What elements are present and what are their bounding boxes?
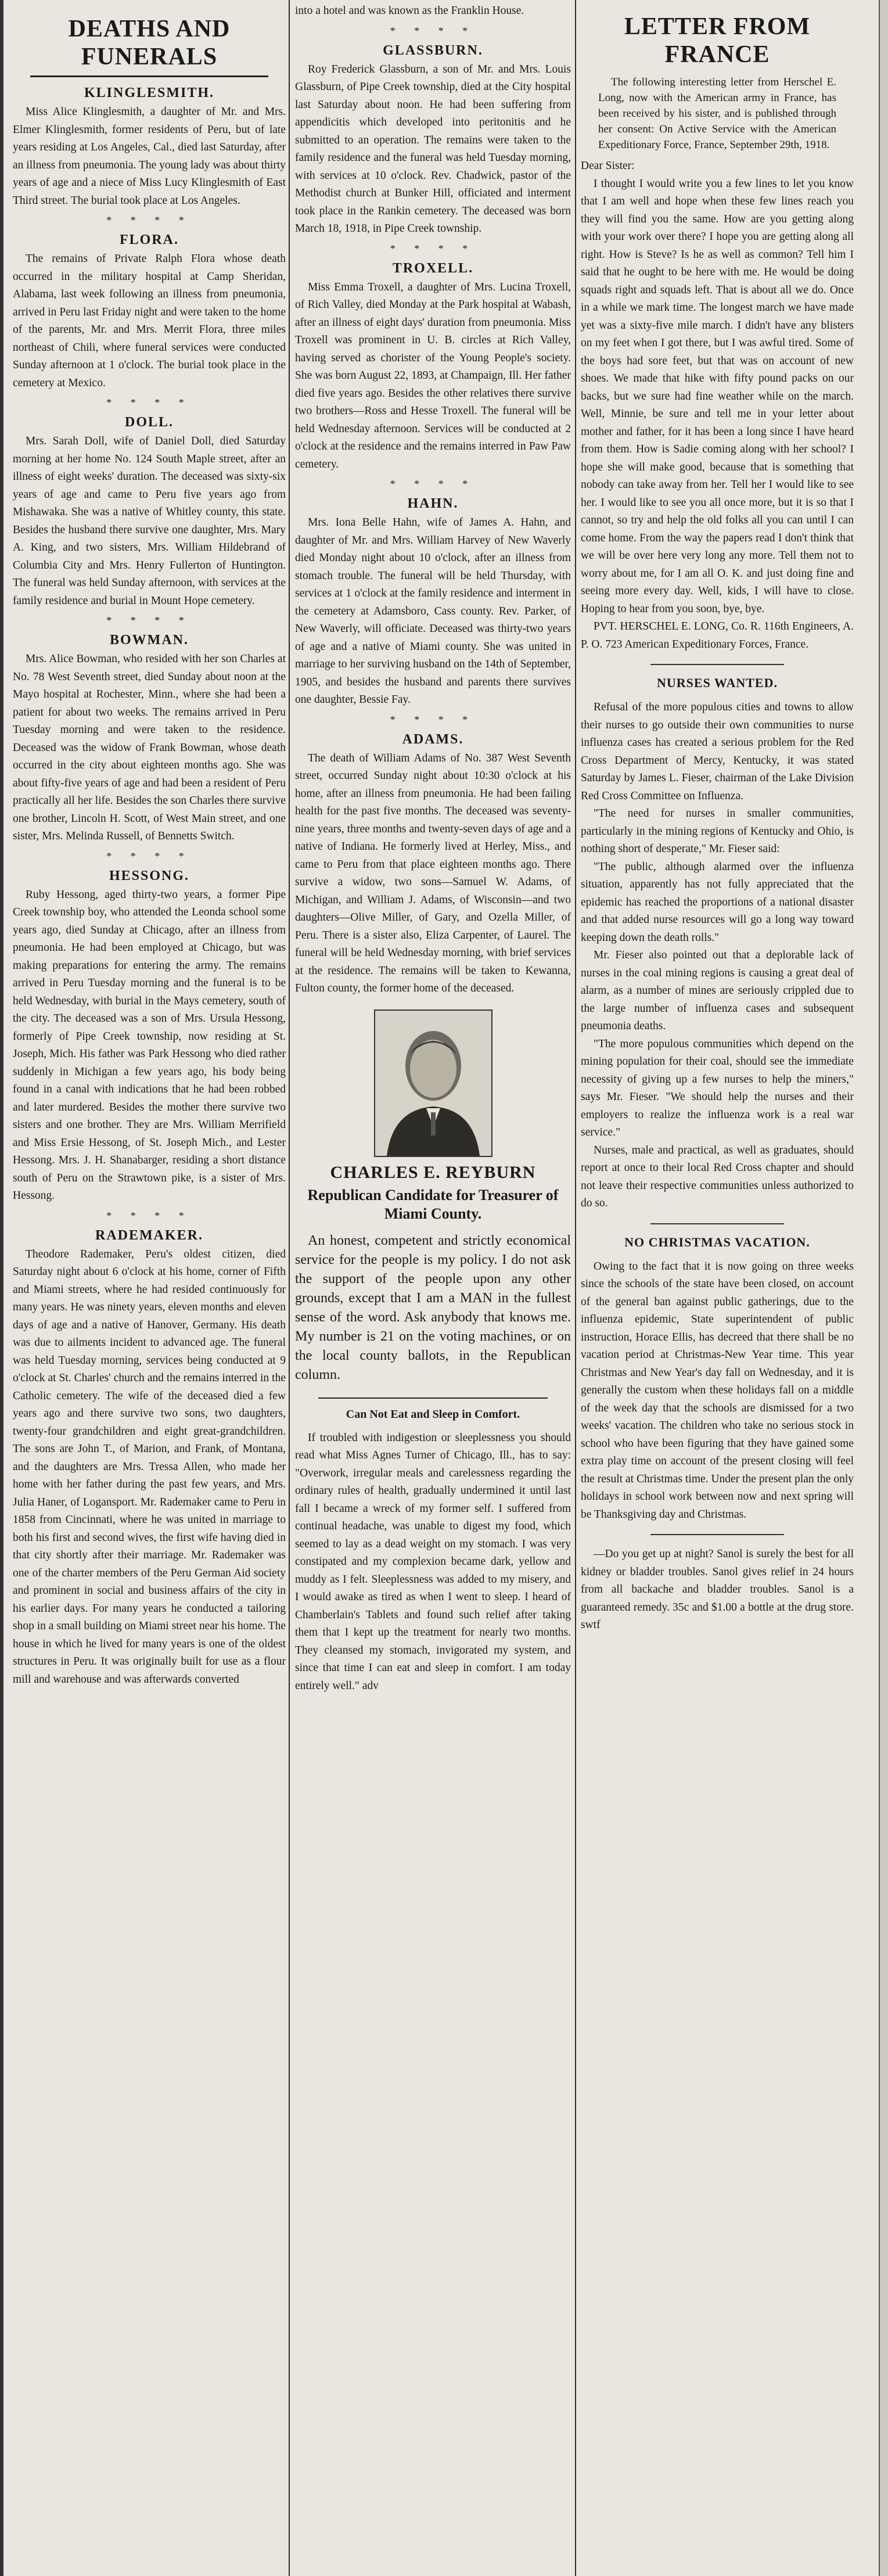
- section-heading-nurses: NURSES WANTED.: [657, 676, 778, 690]
- obituary-text: Miss Emma Troxell, a daughter of Mrs. Lucina Troxell, of Rich Valley, died Monday at the Park hospital at Wabash, after an illness of eight days' duration from pneumonia. Miss Troxell was prominent in U. B. circles at Rich Valley, having served as chorister of the Young People's society. She was born August 22, 1893, at Champaign, Ill. Her father died five years ago. Besides the other relatives there survive two brothers—Ross and Hesse Troxell. The funeral will be held Wednesday afternoon. Services will be conducted at 2 o'clock at the residence and the remains interred in Paw Paw cemetery.: [295, 281, 571, 470]
- nurses-paragraph: "The more populous communities which depend on the mining population for their coal, should see the immediate necessity of giving up a few nurses to help the miners," says Mr. Fieser. "We should help the nurses and their employers to realize the influenza work is a real war service.": [581, 1037, 854, 1138]
- separator-stars: * * * *: [390, 242, 476, 254]
- nurses-paragraph: Mr. Fieser also pointed out that a deplorable lack of nurses in the coal mining regions is causing a great deal of alarm, as a number of mines are seriously crippled due to the large number of influenza cases and subsequent pneumonia deaths.: [581, 949, 854, 1032]
- vacation-paragraph: Owing to the fact that it is now going on three weeks since the schools of the state have been closed, on account of the general ban against public gatherings, due to the influenza epidemic, State superintendent of public instruction, Horace Ellis, has decreed that there shall be no vacation period at Christmas-New Year time. This year Christmas and New Year's day fall on Wednesday, and it is generally the custom when these holidays fall on a middle of the week day that the schools are dismissed for a two weeks' vacation. The children who take no serious stock in school who have been figuring that they have gained some extra play time on account of the present closing will feel the result at Christmas time. Under the present plan the only holidays in school work between now and next spring will be Thanksgiving day and Christmas.: [581, 1260, 854, 1521]
- obituary-title: TROXELL.: [392, 260, 474, 276]
- separator-stars: * * * *: [106, 850, 192, 862]
- separator-stars: * * * *: [106, 397, 192, 408]
- column-obituaries-and-ads: [295, 0, 571, 2576]
- ad-rule: [318, 1397, 548, 1399]
- candidate-name: CHARLES E. REYBURN: [330, 1162, 536, 1182]
- obituary-text: Ruby Hessong, aged thirty-two years, a former Pipe Creek township boy, who attended the Leonda school some years ago, died Sunday at Chicago, after an illness from pneumonia. He had been employed at Chicago, but was making preparations for entering the army. The remains arrived in Peru Tuesday morning and the funeral is to be held Wednesday, with burial in the Mays cemetery, south of the city. The deceased was a son of Mrs. Ursula Hessong, formerly of Pipe Creek township, now residing at St. Joseph, Mich. His father was Park Hessong who died rather suddenly in Michigan a few years ago, his body being found in a canal with indications that he had been robbed and later murdered. Besides the mother there survive two sisters and one brother. They are Mrs. William Merrifield and Miss Ersie Hessong, of St. Joseph Mich., and Lester Hessong. Mrs. J. H. Shanabarger, residing a short distance south of Peru on the Strawtown pike, is a sister of Mrs. Hessong.: [13, 888, 286, 1202]
- page-edge-left: [0, 0, 3, 2576]
- obituary-text: Roy Frederick Glassburn, a son of Mr. and Mrs. Louis Glassburn, of Pipe Creek township, died at the City hospital last Saturday about noon. He had been suffering from appendicitis which developed into peritonitis and he submitted to an operation. The remains were taken to the family residence and the funeral was held Tuesday morning, with services at 10 o'clock. Rev. Chadwick, pastor of the Methodist church at Bunker Hill, officiated and interment took place in the Rankin cemetery. The deceased was born March 18, 1918, in Pipe Creek township.: [295, 63, 571, 235]
- nurses-paragraph: Nurses, male and practical, as well as graduates, should report at once to their local Red Cross chapter and should not leave their respective communities unless authorized to do so.: [581, 1144, 854, 1209]
- obituary-hahn: [295, 496, 571, 709]
- obituary-text: The death of William Adams of No. 387 West Seventh street, occurred Sunday night about 10:30 o'clock at his home, after an illness from pneumonia. He had been failing health for the past five months. The deceased was seventy-nine years, three months and twenty-seven days of age and a native of Indiana. He formerly lived at Herley, Miss., and came to Peru from that place eighteen months ago. There survive a widow, two sons—Samuel W. Adams, of Michigan, and William J. Adams, of Wisconsin—and two daughters—Olive Miller, of Gary, and Ozella Miller, of Peru. There is a sister also, Eliza Carpenter, of Laurel. The funeral will be held Wednesday morning, with brief services at the residence. The remains will be taken to Kewanna, Fulton county, the former home of the deceased.: [295, 752, 571, 994]
- obituary-title: HESSONG.: [109, 868, 190, 883]
- obituary-text: The remains of Private Ralph Flora whose death occurred in the military hospital at Camp Sheridan, Alabama, last week following an illness from pneumonia, arrived in Peru last Friday night and were taken to the home of the parents, Mr. and Mrs. Merrit Flora, three miles northeast of Chili, where funeral services were conducted Sunday afternoon at 1 o'clock. The burial took place in the cemetery at Mexico.: [13, 253, 286, 389]
- obituary-troxell: [295, 261, 571, 474]
- obituary-glassburn: [295, 43, 571, 238]
- column-rule-2: [575, 0, 576, 2576]
- obituary-flora: [13, 232, 286, 392]
- page-edge-right: [879, 0, 888, 2576]
- ad-title: Can Not Eat and Sleep in Comfort.: [346, 1407, 520, 1421]
- letter-intro: The following interesting letter from Herschel E. Long, now with the American army in France, has been received by his sister, and is published through her consent: On Active Service with the American Expeditionary Force, France, September 29th, 1918.: [598, 76, 836, 151]
- column-rule-1: [289, 0, 290, 2576]
- nurses-paragraph: Refusal of the more populous cities and towns to allow their nurses to go outside their own communities to nurse influenza cases has created a serious problem for the Red Cross Department of Mercy, Kentucky, it was stated Saturday by James L. Fieser, chairman of the Lake Division Red Cross Committee on Influenza.: [581, 701, 854, 802]
- divider: [650, 664, 784, 665]
- obituary-klinglesmith: [13, 85, 286, 210]
- candidate-subtitle: Republican Candidate for Treasurer of Miami County.: [307, 1186, 559, 1222]
- ad-text: If troubled with indigestion or sleeplessness you should read what Miss Agnes Turner of Chicago, Ill., has to say: "Overwork, irregular meals and carelessness regarding the ordinary rules of health, gradually undermined it until last fall I became a wreck of my former self. I suffered from continual headache, was unable to digest my food, which seemed to lay as a dead weight on my stomach. I was very constipated and my complexion became dark, yellow and muddy as I felt. Sleeplessness was added to my misery, and I would awake as tired as when I went to sleep. I heard of Chamberlain's Tablets and found such relief after taking them that I kept up the treatment for nearly two months. They cleansed my stomach, invigorated my system, and since that time I can eat and sleep in comfort. I am today entirely well." adv: [295, 1431, 571, 1692]
- letter-signature: PVT. HERSCHEL E. LONG, Co. R. 116th Engineers, A. P. O. 723 American Expeditionary Forces, France.: [581, 620, 854, 651]
- letter-body: I thought I would write you a few lines to let you know that I am well and hope when these few lines reach you they will find you the same. How are you getting along with your work over there? I hope you are getting along all right. How is Steve? Is he as well as common? Tell him I said that he ought to be here with me. He would be doing squads right and squads left. That is about all we do. Once in a while we mark time. The longest march we have made yet was a sixty-five mile march. I didn't have any blisters on my feet when I got there, but I was awful tired. Some of the boys had sore feet, but that was on account of new shoes. We made that hike with fifty pound packs on our backs, but we sure had fine weather while on the march. Well, Minnie, be sure and tell me in your letter about mother and father, for it has been a long since I have heard from them. How is Sadie coming along with her school? I hope she will make good, because that is something that nobody can take away from her. Tell her I would like to see her. I would like to see you all once more, but it is so that I cannot, so try and help the old folks all you can until I can come home. From the way the papers read I don't think that we will be over here very long any more. Tell them not to worry about me, for I am all O. K. and just doing fine and seeing more every day. Well, kids, I will have to close. Hoping to hear from you soon, bye, bye.: [581, 177, 854, 615]
- sanol-ad-text: —Do you get up at night? Sanol is surely the best for all kidney or bladder troubles. Sanol gives relief in 24 hours from all backache and bladder troubles. Sanol is a guaranteed remedy. 35c and $1.00 a bottle at the drug store. swtf: [581, 1548, 854, 1631]
- letter-salutation: Dear Sister:: [581, 160, 635, 172]
- nurses-paragraph: "The public, although alarmed over the influenza situation, apparently has not fully appreciated that the epidemic has reached the proportions of a national disaster and that added nurse resources will go a long way toward keeping down the death rolls.": [581, 860, 854, 944]
- obituary-title: FLORA.: [120, 232, 179, 247]
- separator-stars: * * * *: [106, 1209, 192, 1221]
- candidate-portrait: [374, 1009, 492, 1157]
- column-letter-from-france: [581, 0, 854, 2576]
- separator-stars: * * * *: [390, 713, 476, 725]
- portrait-image: [375, 1011, 491, 1156]
- obituary-title: DOLL.: [124, 415, 174, 430]
- separator-stars: * * * *: [390, 24, 476, 37]
- obituary-bowman: [13, 633, 286, 846]
- obituary-text: Theodore Rademaker, Peru's oldest citizen, died Saturday night about 6 o'clock at his home, corner of Fifth and Miami streets, where he had resided continuously for many years. He was ninety years, eleven months and eleven days of age and a native of Hanover, Germany. His death was due to ailments incident to advanced age. The funeral was held Tuesday morning, services being conducted at 9 o'clock at St. Charles' church and the remains interred in the Catholic cemetery. The wife of the deceased died a few years ago and there survive two sons, two daughters, twenty-four grandchildren and eight great-grandchildren. The sons are John T., of Marion, and Frank, of Montana, and the daughters are Mrs. Tressa Allen, who made her home with her father during the past few years, and Mrs. Julia Haner, of Logansport. Mr. Rademaker came to Peru in 1858 from Cincinnati, where he was united in marriage to both his first and second wives, the first wife having died in that city shortly after their marriage. Mr. Rademaker was one of the charter members of the Peru German Aid society and prominent in social and business affairs of the city in his earlier days. For many years he conducted a tailoring shop in a small building on Miami street near his home. The house in which he lived for many years is one of the oldest structures in Peru. It was originally built for use as a flour mill and warehouse and was afterwards converted: [13, 1248, 286, 1686]
- obituary-title: GLASSBURN.: [383, 42, 483, 58]
- obituary-title: HAHN.: [407, 496, 459, 511]
- divider: [650, 1534, 784, 1535]
- obituary-text: Miss Alice Klinglesmith, a daughter of Mr. and Mrs. Elmer Klinglesmith, former residents of Peru, but of late years residing at Los Angeles, Cal., died last Saturday, after an illness from pneumonia. The young lady was about thirty years of age and a niece of Miss Lucy Klinglesmith of East Third street. The burial took place at Los Angeles.: [13, 106, 286, 207]
- section-heading-vacation: NO CHRISTMAS VACATION.: [624, 1234, 810, 1249]
- section-heading-letter: LETTER FROM FRANCE: [624, 13, 811, 68]
- obituary-title: KLINGLESMITH.: [84, 85, 215, 100]
- obituary-rademaker: [13, 1228, 286, 1689]
- obituary-title: ADAMS.: [402, 731, 464, 747]
- separator-stars: * * * *: [106, 214, 192, 226]
- separator-stars: * * * *: [106, 615, 192, 626]
- obituary-adams: [295, 732, 571, 998]
- obituary-text: Mrs. Iona Belle Hahn, wife of James A. Hahn, and daughter of Mr. and Mrs. William Harvey of New Waverly died Monday night about 10 o'clock, after an illness from stomach trouble. The funeral will be held Thursday, with services at 1 o'clock at the family residence and interment in the cemetery at Adamsboro, Cass county. Rev. Parker, of New Waverly, will officiate. Deceased was thirty-two years of age and a native of Miami county. She was united in marriage to her surviving husband on the 14th of September, 1905, and besides the husband and parents there survives one daughter, Bessie Fay.: [295, 516, 571, 706]
- separator-stars: * * * *: [390, 478, 476, 490]
- continued-text: into a hotel and was known as the Franklin House.: [295, 5, 524, 17]
- obituary-title: RADEMAKER.: [95, 1227, 203, 1243]
- section-heading-deaths: DEATHS AND FUNERALS: [68, 16, 231, 70]
- obituary-title: BOWMAN.: [110, 633, 189, 648]
- obituary-doll: [13, 415, 286, 610]
- divider: [650, 1223, 784, 1224]
- obituary-hessong: [13, 868, 286, 1205]
- obituary-text: Mrs. Sarah Doll, wife of Daniel Doll, died Saturday morning at her home No. 124 South Maple street, after an illness of eight weeks' duration. The deceased was sixty-six years of age and came to Peru five years ago from Mishawaka. She was a native of Whitley county, this state. Besides the husband there survive one daughter, Mrs. Mary A. King, and two sisters, Mrs. William Hildebrand of Columbia City and Mrs. Henry Fullerton of Huntington. The funeral was held Sunday afternoon, with services at the family residence and burial in Mount Hope cemetery.: [13, 435, 286, 607]
- obituary-text: Mrs. Alice Bowman, who resided with her son Charles at No. 78 West Seventh street, died Sunday about noon at the Mayo hospital at Rochester, Minn., where she had been a patient for about two weeks. The remains arrived in Peru Tuesday morning and were taken to the residence. Deceased was the widow of Frank Bowman, whose death occurred in the city about eighteen months ago. She was about fifty-five years of age and had been a resident of Peru practically all her life. Besides the son Charles there survive one brother, Lincoln H. Scott, of West Main street, and one sister, Mrs. Melinda Russell, of Bennetts Switch.: [13, 653, 286, 842]
- heading-rule: [30, 76, 268, 77]
- column-deaths-and-funerals: [13, 0, 286, 2576]
- nurses-paragraph: "The need for nurses in smaller communities, particularly in the mining regions of Kentucky and Ohio, is nothing short of desperate," Mr. Fieser said:: [581, 807, 854, 855]
- candidate-statement: An honest, competent and strictly economical service for the people is my policy. I do not ask the support of the people upon any other grounds, except that I am a MAN in the fullest sense of the word. Ask anybody that knows me. My number is 21 on the voting machines, or on the local county ballots, in the Republican column.: [295, 1233, 571, 1382]
